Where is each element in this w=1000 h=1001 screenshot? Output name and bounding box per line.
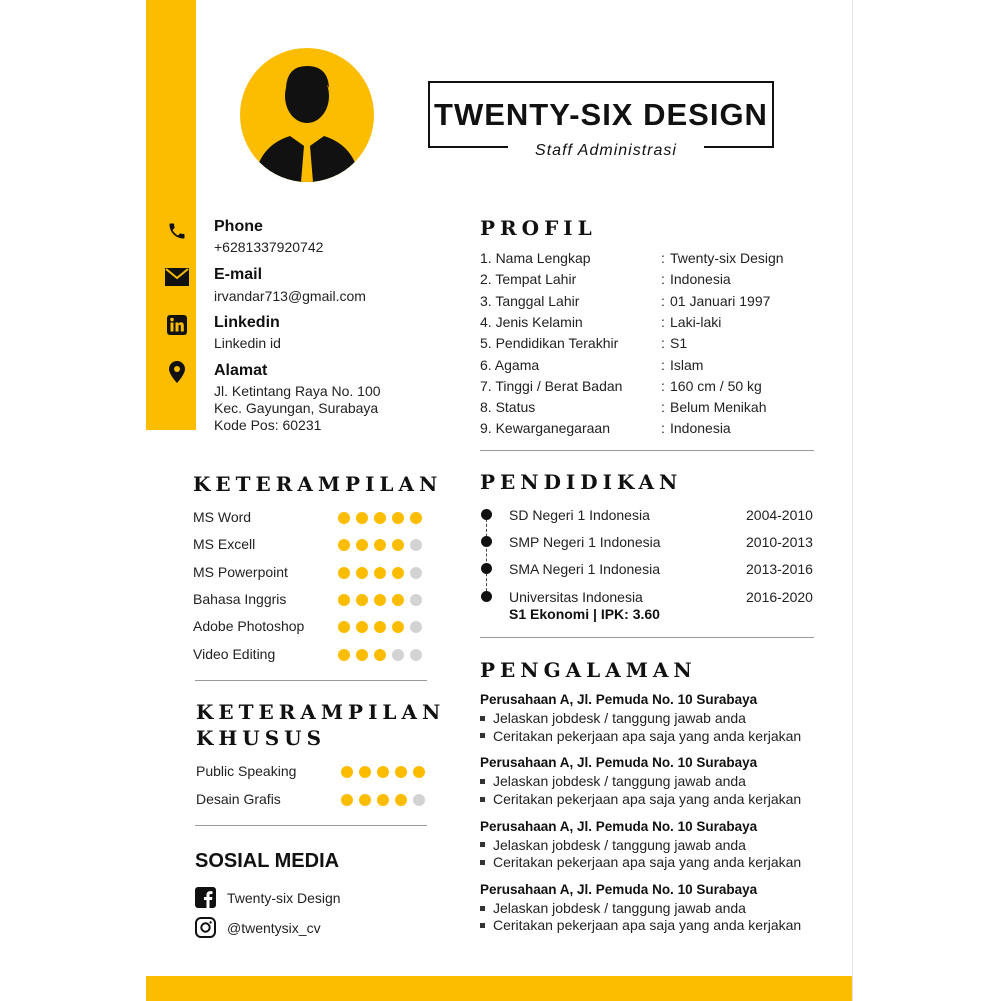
divider	[480, 637, 814, 638]
experience-bullet	[480, 854, 801, 870]
experience-bullet-text: Ceritakan pekerjaan apa saja yang anda kerjakan	[493, 917, 802, 934]
contact-label-email: E-mail	[214, 266, 263, 283]
skill-rating	[341, 794, 425, 806]
rating-dot-filled	[338, 621, 350, 633]
contact-label-address: Alamat	[214, 362, 268, 379]
experience-bullet-text: Ceritakan pekerjaan apa saja yang anda kerjakan	[493, 790, 802, 807]
profile-section-title: PROFIL	[480, 216, 597, 240]
special-skills-title-line2: KHUSUS	[196, 726, 327, 750]
profile-colon: :	[661, 377, 665, 394]
rating-dot-filled	[356, 567, 368, 579]
phone-icon	[165, 220, 189, 242]
skill-name: MS Word	[193, 509, 252, 525]
education-years: 2004-2010	[746, 507, 813, 523]
skill-name: Adobe Photoshop	[193, 618, 305, 635]
rating-dot-filled	[377, 766, 389, 778]
contact-value-email: irvandar713@gmail.com	[214, 288, 366, 304]
rating-dot-empty	[410, 594, 422, 606]
rating-dot-filled	[395, 794, 407, 806]
education-detail: S1 Ekonomi | IPK: 3.60	[509, 606, 660, 622]
rating-dot-filled	[374, 594, 386, 606]
skill-rating	[341, 766, 425, 778]
rating-dot-filled	[374, 567, 386, 579]
divider	[195, 825, 427, 826]
person-silhouette-icon	[240, 48, 374, 182]
divider	[195, 680, 427, 681]
bullet-square-icon	[480, 923, 485, 928]
experience-bullet	[480, 917, 801, 933]
profile-colon: :	[661, 399, 665, 416]
profile-value: 160 cm / 50 kg	[670, 377, 762, 394]
education-school: SMP Negeri 1 Indonesia	[509, 534, 661, 550]
job-title: Staff Administrasi	[508, 140, 704, 162]
experience-section-title: PENGALAMAN	[480, 658, 697, 682]
profile-label: 3. Tanggal Lahir	[480, 292, 580, 309]
education-years: 2010-2013	[746, 534, 813, 550]
timeline-dot	[481, 563, 492, 574]
contact-value-phone: +6281337920742	[214, 239, 324, 255]
profile-value: Laki-laki	[670, 313, 722, 330]
experience-company: Perusahaan A, Jl. Pemuda No. 10 Surabaya	[480, 692, 758, 707]
rating-dot-empty	[413, 794, 425, 806]
avatar	[240, 48, 374, 182]
rating-dot-filled	[338, 594, 350, 606]
contact-value-linkedin: Linkedin id	[214, 335, 281, 351]
rating-dot-filled	[392, 567, 404, 579]
skill-name: Public Speaking	[196, 763, 297, 779]
rating-dot-filled	[338, 567, 350, 579]
experience-bullet-text: Ceritakan pekerjaan apa saja yang anda kerjakan	[493, 727, 802, 744]
facebook-icon	[195, 887, 216, 908]
experience-company: Perusahaan A, Jl. Pemuda No. 10 Surabaya	[480, 881, 758, 897]
experience-bullet	[480, 791, 801, 807]
rating-dot-filled	[413, 766, 425, 778]
profile-label: 2. Tempat Lahir	[480, 271, 577, 288]
profile-label: 6. Agama	[480, 356, 540, 373]
experience-company: Perusahaan A, Jl. Pemuda No. 10 Surabaya	[480, 818, 758, 834]
timeline-dot	[481, 536, 492, 547]
skill-rating	[338, 594, 422, 606]
linkedin-icon	[165, 314, 189, 336]
profile-value: Indonesia	[670, 271, 731, 288]
rating-dot-filled	[392, 539, 404, 551]
rating-dot-filled	[341, 766, 353, 778]
bullet-square-icon	[480, 906, 485, 911]
experience-company: Perusahaan A, Jl. Pemuda No. 10 Surabaya	[480, 755, 758, 771]
skill-name: MS Powerpoint	[193, 563, 288, 580]
rating-dot-empty	[410, 567, 422, 579]
education-section-title: PENDIDIKAN	[480, 470, 683, 494]
contact-label-linkedin: Linkedin	[214, 314, 280, 331]
rating-dot-filled	[374, 621, 386, 633]
name-box	[428, 81, 774, 148]
bullet-square-icon	[480, 860, 485, 865]
rating-dot-filled	[377, 794, 389, 806]
skills-section-title: KETERAMPILAN	[193, 472, 443, 496]
rating-dot-filled	[356, 512, 368, 524]
experience-bullet-text: Jelaskan jobdesk / tanggung jawab anda	[493, 710, 746, 726]
experience-bullet-text: Jelaskan jobdesk / tanggung jawab anda	[493, 773, 746, 790]
rating-dot-filled	[374, 539, 386, 551]
rating-dot-empty	[392, 649, 404, 661]
education-years: 2013-2016	[746, 561, 813, 577]
rating-dot-filled	[359, 766, 371, 778]
rating-dot-empty	[410, 621, 422, 633]
education-school: Universitas Indonesia	[509, 589, 643, 605]
profile-colon: :	[661, 313, 665, 330]
contact-value-address-line1: Jl. Ketintang Raya No. 100	[214, 383, 381, 399]
name-title: TWENTY-SIX DESIGN	[434, 97, 768, 132]
profile-label: 7. Tinggi / Berat Badan	[480, 377, 623, 394]
education-school: SD Negeri 1 Indonesia	[509, 507, 650, 523]
profile-colon: :	[661, 271, 665, 288]
bullet-square-icon	[480, 779, 485, 784]
bullet-square-icon	[480, 716, 485, 721]
experience-bullet-text: Jelaskan jobdesk / tanggung jawab anda	[493, 899, 746, 916]
education-years: 2016-2020	[746, 589, 813, 605]
rating-dot-filled	[374, 512, 386, 524]
location-pin-icon	[165, 361, 189, 383]
rating-dot-filled	[338, 512, 350, 524]
profile-colon: :	[661, 250, 665, 266]
skill-name: Desain Grafis	[196, 790, 281, 807]
profile-label: 5. Pendidikan Terakhir	[480, 335, 619, 352]
skill-rating	[338, 567, 422, 579]
profile-label: 9. Kewarganegaraan	[480, 420, 610, 437]
social-facebook-text: Twenty-six Design	[227, 890, 341, 906]
rating-dot-filled	[359, 794, 371, 806]
profile-label: 1. Nama Lengkap	[480, 250, 591, 266]
education-timeline-line	[486, 514, 487, 596]
timeline-dot	[481, 509, 492, 520]
profile-value: Twenty-six Design	[670, 250, 784, 266]
profile-value: Islam	[670, 356, 704, 373]
skill-name: Video Editing	[193, 645, 276, 662]
rating-dot-filled	[356, 594, 368, 606]
rating-dot-filled	[341, 794, 353, 806]
contact-label-phone: Phone	[214, 218, 263, 235]
rating-dot-filled	[338, 539, 350, 551]
rating-dot-filled	[392, 594, 404, 606]
bullet-square-icon	[480, 797, 485, 802]
rating-dot-filled	[356, 621, 368, 633]
rating-dot-filled	[395, 766, 407, 778]
profile-label: 4. Jenis Kelamin	[480, 313, 583, 330]
social-section-title: SOSIAL MEDIA	[195, 850, 340, 872]
email-icon	[165, 266, 189, 288]
experience-bullet	[480, 773, 746, 789]
experience-bullet-text: Jelaskan jobdesk / tanggung jawab anda	[493, 836, 746, 853]
skill-rating	[338, 621, 422, 633]
experience-bullet-text: Ceritakan pekerjaan apa saja yang anda kerjakan	[493, 854, 802, 871]
rating-dot-filled	[392, 621, 404, 633]
experience-bullet	[480, 710, 746, 726]
timeline-dot	[481, 591, 492, 602]
skill-name: MS Excell	[193, 536, 256, 553]
bullet-square-icon	[480, 733, 485, 738]
profile-value: S1	[670, 335, 688, 352]
instagram-icon	[195, 917, 216, 938]
skill-rating	[338, 649, 422, 661]
rating-dot-empty	[410, 649, 422, 661]
contact-value-address-line3: Kode Pos: 60231	[214, 417, 322, 433]
profile-colon: :	[661, 335, 665, 352]
profile-colon: :	[661, 292, 665, 309]
rating-dot-filled	[374, 649, 386, 661]
profile-value: Indonesia	[670, 420, 731, 437]
experience-bullet	[480, 728, 801, 744]
profile-value: 01 Januari 1997	[670, 292, 771, 309]
skill-rating	[338, 539, 422, 551]
contact-value-address-line2: Kec. Gayungan, Surabaya	[214, 400, 379, 416]
rating-dot-filled	[338, 649, 350, 661]
profile-value: Belum Menikah	[670, 399, 767, 416]
profile-colon: :	[661, 356, 665, 373]
rating-dot-empty	[410, 539, 422, 551]
rating-dot-filled	[392, 512, 404, 524]
skill-name: Bahasa Inggris	[193, 590, 287, 607]
bullet-square-icon	[480, 842, 485, 847]
experience-bullet	[480, 837, 746, 853]
profile-colon: :	[661, 420, 665, 437]
social-instagram-text: @twentysix_cv	[227, 920, 321, 936]
accent-bottom-bar	[146, 976, 852, 1001]
divider	[480, 450, 814, 451]
rating-dot-filled	[410, 512, 422, 524]
skill-rating	[338, 512, 422, 524]
profile-label: 8. Status	[480, 399, 536, 416]
special-skills-title-line1: KETERAMPILAN	[196, 700, 446, 724]
education-school: SMA Negeri 1 Indonesia	[509, 561, 660, 577]
rating-dot-filled	[356, 649, 368, 661]
experience-bullet	[480, 900, 746, 916]
rating-dot-filled	[356, 539, 368, 551]
